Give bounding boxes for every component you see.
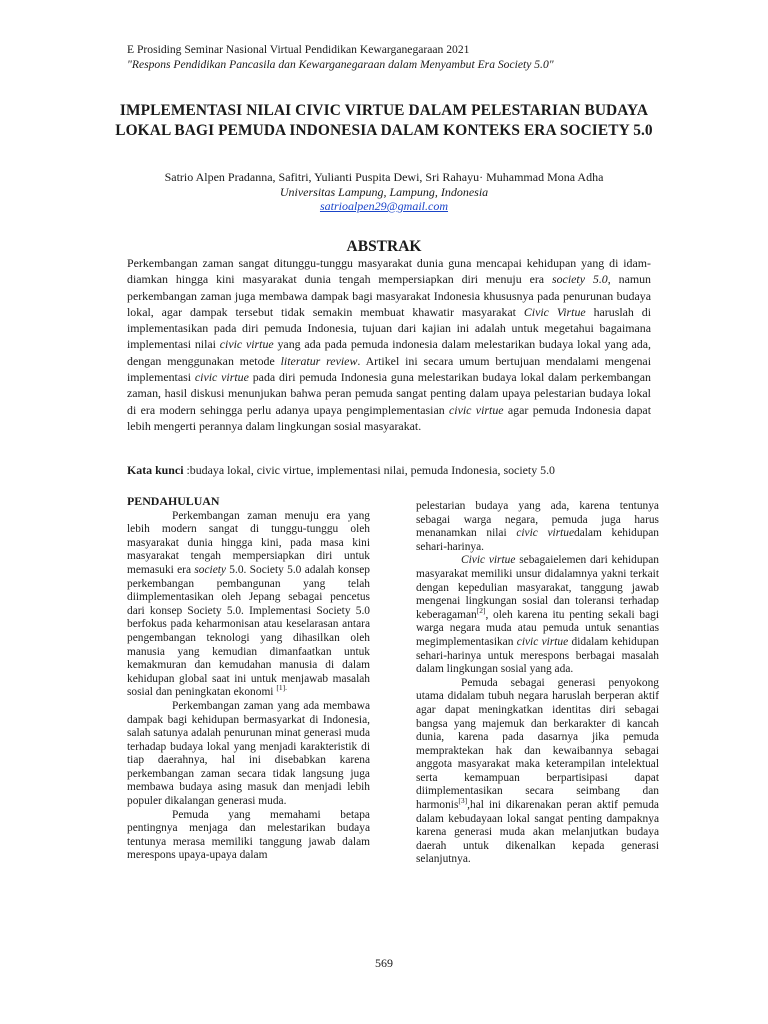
keywords-label: Kata kunci xyxy=(127,463,184,477)
proceedings-title: E Prosiding Seminar Nasional Virtual Pendidikan Kewarganegaraan 2021 xyxy=(127,43,470,56)
left-column xyxy=(127,495,370,863)
abstract-body: Perkembangan zaman sangat ditunggu-tunggu masyarakat dunia guna mencapai kehidupan yang di idam-diamkan hingga kini masyarakat dunia tengah mempersiapkan diri menuju era society 5.0, namun perkembangan zaman juga membawa dampak bagi masyarakat Indonesia khususnya pada penurunan budaya lokal, agar dampak tersebut tidak semakin membuat khawatir masyarakat Civic Virtue haruslah di implementasikan pada diri pemuda Indonesia, tujuan dari kajian ini adalah untuk megetahui bagaimana implementasi nilai civic virtue yang ada pada pemuda indonesia dalam melestarikan budaya lokal yang ada, dengan menggunakan metode literatur review. Artikel ini secara umum bertujuan mendalami mengenai implementasi civic virtue pada diri pemuda Indonesia guna melestarikan budaya lokal dalam perkembangan zaman, hasil diskusi menunjukan bahwa peran pemuda sangat penting dalam upaya pelestarian budaya lokal di era modern sehingga perlu adanya upaya pengimplementasian civic virtue agar pemuda Indonesia dapat lebih mengerti perannya dalam lingkungan sosial masyarakat. xyxy=(127,256,652,433)
running-header xyxy=(127,42,647,72)
keywords xyxy=(127,463,651,478)
citation: [2] xyxy=(476,605,486,615)
paragraph: Pemuda sebagai generasi penyokong utama didalam tubuh negara haruslah berperan aktif agar dapat meningkatkan identitas diri sebagai bangsa yang majemuk dan berkarakter di kancah dunia, karena pada dasarnya jika pemuda mempraktekan hak dan kewaibannya sebagai anggota masyarakat maka keterampilan intelektual serta kemampuan berpartisipasi dapat diimplementasikan secara seimbang dan harmonis[3],hal ini dikarenakan peran aktif pemuda dalam kebudayaan lokal sangat penting dampaknya karena generasi muda akan melanjutkan budaya daerah untuk dikenalkan kepada generasi selanjutnya. xyxy=(416,676,659,866)
paragraph: Civic virtue sebagaielemen dari kehidupan masyarakat memiliki unsur didalamnya yakni terkait dengan kepedulian masyarakat, tanggung jawab mengenai lingkungan sosial dan toleransi terhadap keberagaman[2], oleh karena itu penting sekali bagi warga negara muda atau pemuda untuk senantias megimplementasikan civic virtue didalam kehidupan sehari-harinya untuk merespons berbagai masalah dalam lingkungan sosial yang ada. xyxy=(416,554,659,676)
affiliation: Universitas Lampung, Lampung, Indonesia xyxy=(279,184,489,199)
citation: [3] xyxy=(458,796,468,806)
paragraph: pelestarian budaya yang ada, karena tentunya sebagai warga negara, pemuda juga harus menanamkan nilai civic virtuedalam kehidupan sehari-harinya. xyxy=(416,500,659,553)
paragraph: Pemuda yang memahami betapa pentingnya menjaga dan melestarikan budaya tentunya merasa memiliki tanggung jawab dalam merespons upaya-upaya dalam xyxy=(127,808,370,862)
paragraph: Perkembangan zaman menuju era yang lebih modern sangat di tunggu-tunggu oleh masyarakat dunia hingga kini, pada masa kini masyarakat tengah mempersiapkan diri untuk memasuki era society 5.0. Society 5.0 adalah konsep perkembangan pembangunan yang telah diimplementasikan oleh Jepang sebagai pencetus dari konsep Society 5.0. Implementasi Society 5.0 berfokus pada keharmonisan atau keselarasan antara pengembangan teknologi yang dihasilkan oleh manusia yang kemudian dimanfaatkan untuk kemakmuran dan kemudahan manusia di dalam kehidupan global saat ini untuk menjawab masalah sosial dan peningkatan ekonomi $^{[1].}$ xyxy=(127,509,370,699)
email-link[interactable]: satrioalpen29@gmail.com xyxy=(319,199,449,213)
right-column xyxy=(416,500,659,867)
proceedings-theme: "Respons Pendidikan Pancasila dan Kewarganegaraan dalam Menyambut Era Society 5.0" xyxy=(127,58,554,71)
paper-title: IMPLEMENTASI NILAI CIVIC VIRTUE DALAM PELESTARIAN BUDAYA LOKAL BAGI PEMUDA INDONESIA DALAM KONTEKS ERA SOCIETY 5.0 xyxy=(115,102,653,139)
section-heading: PENDAHULUAN xyxy=(127,494,220,508)
paragraph: Perkembangan zaman yang ada membawa dampak bagi kehidupan bermasyarkat di Indonesia, salah satunya adalah penurunan minat generasi muda terhadap budaya lokal yang menjadi karakteristik di tiap daerahnya, hal ini disebabkan karena perkembangan zaman secara tidak langsung juga membawa budaya asing masuk dan menjadi lebih populer dikalangan generasi muda. xyxy=(127,699,370,808)
author-block xyxy=(110,170,658,214)
author-list: Satrio Alpen Pradanna, Safitri, Yulianti Puspita Dewi, Sri Rahayu· Muhammad Mona Adha xyxy=(164,170,604,184)
page-number: 569 xyxy=(375,956,393,970)
keywords-text: :budaya lokal, civic virtue, implementasi nilai, pemuda Indonesia, society 5.0 xyxy=(183,463,555,477)
citation: [1]. xyxy=(276,683,287,693)
abstract-heading: ABSTRAK xyxy=(346,238,422,255)
